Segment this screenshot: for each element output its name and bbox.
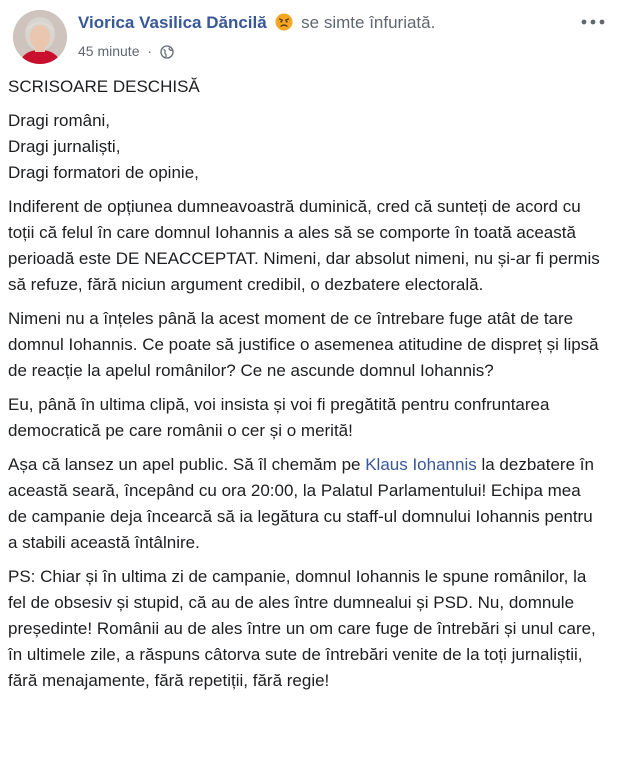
greeting-line: Dragi români,: [8, 111, 111, 130]
post-title: SCRISOARE DESCHISĂ: [8, 77, 200, 96]
post-meta: [78, 42, 174, 63]
post-header: [6, 0, 609, 72]
meta-separator: ·: [147, 43, 153, 59]
avatar[interactable]: [13, 10, 67, 64]
feeling-text: se simte înfuriată.: [301, 13, 436, 32]
globe-icon[interactable]: [160, 45, 174, 63]
more-dots-icon: [579, 12, 609, 32]
avatar-image: [13, 10, 67, 64]
post-timestamp[interactable]: 45 minute: [78, 43, 140, 59]
body-paragraph: Eu, până în ultima clipă, voi insista și voi fi pregătită pentru confruntarea democratică pe care românii o cer și o merită!: [8, 395, 550, 440]
author-line: [78, 12, 435, 37]
author-name[interactable]: Viorica Vasilica Dăncilă: [78, 13, 267, 32]
ps-paragraph: PS: Chiar și în ultima zi de campanie, domnul Iohannis le spune românilor, la fel de obsesiv și stupid, că au de ales între dumnealui și PSD. Nu, domnule președinte! Românii au de ales între un om care fuge de întrebări și unul care, în ultimele zile, a răspuns câtorva sute de întrebări venite de la toți jurnaliștii, fără menajamente, fără repetiții, fără regie!: [8, 567, 596, 690]
appeal-text-before: Așa că lansez un apel public. Să îl chemăm pe: [8, 455, 366, 474]
appeal-paragraph: [8, 452, 603, 556]
angry-face-icon: [275, 13, 293, 37]
post-body: [6, 74, 609, 694]
greeting: [8, 108, 603, 186]
body-paragraph: Nimeni nu a înțeles până la acest moment de ce întrebare fuge atât de tare domnul Iohannis. Ce poate să justifice o asemenea atitudine de dispreț și lipsă de reacție la apelul românilor? Ce ne ascunde domnul Iohannis?: [8, 309, 599, 380]
more-options-button[interactable]: [579, 12, 609, 32]
greeting-line: Dragi formatori de opinie,: [8, 163, 199, 182]
greeting-line: Dragi jurnaliști,: [8, 137, 121, 156]
appeal-text-after: la dezbatere în această seară, începând cu ora 20:00, la Palatul Parlamentului! Echipa mea de campanie deja încearcă să ia legătura cu staff-ul domnului Iohannis pentru a stabili această întâlnire.: [8, 455, 594, 552]
mention-link[interactable]: Klaus Iohannis: [365, 455, 477, 474]
body-paragraph: Indiferent de opțiunea dumneavoastră duminică, cred că sunteți de acord cu toții că felul în care domnul Iohannis a ales să se comporte în toată această perioadă este DE NEACCEPTAT. Nimeni, dar absolut nimeni, nu și-ar fi permis să refuze, fără niciun argument credibil, o dezbatere electorală.: [8, 197, 600, 294]
